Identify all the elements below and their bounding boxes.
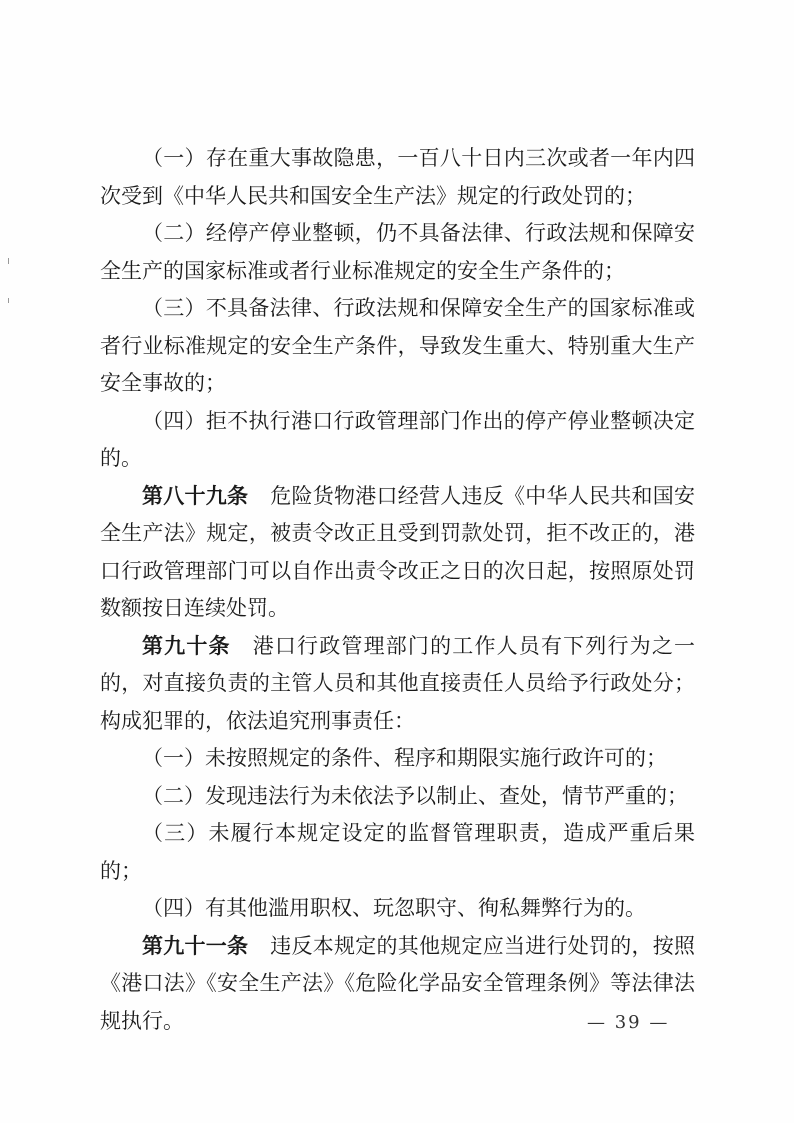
- article-number: 第九十一条: [142, 933, 249, 958]
- list-item-1: （一）存在重大事故隐患，一百八十日内三次或者一年内四次受到《中华人民共和国安全生产法》规定的行政处罚的；: [100, 146, 695, 208]
- article-89: [100, 478, 695, 628]
- list-item: （三）未履行本规定设定的监督管理职责，造成严重后果的；: [100, 821, 695, 883]
- article-text: 危险货物港口经营人违反《中华人民共和国安全生产法》规定，被责令改正且受到罚款处罚，拒不改正的，港口行政管理部门可以自作出责令改正之日的次日起，按照原处罚数额按日连续处罚。: [100, 483, 695, 620]
- scan-margin-mark: [8, 258, 9, 264]
- article-90: [100, 628, 695, 741]
- list-item: （四）有其他滥用职权、玩忽职守、徇私舞弊行为的。: [142, 896, 646, 920]
- article-number: 第九十条: [142, 633, 231, 658]
- list-item-4: （四）拒不执行港口行政管理部门作出的停产停业整顿决定的。: [100, 408, 695, 470]
- article-number: 第八十九条: [142, 483, 249, 508]
- list-item-3: （三）不具备法律、行政法规和保障安全生产的国家标准或者行业标准规定的安全生产条件，导致发生重大、特别重大生产安全事故的；: [100, 296, 695, 395]
- document-body: [100, 140, 695, 1040]
- page-number: — 39 —: [587, 1012, 670, 1033]
- scan-margin-mark: [8, 298, 9, 303]
- article-text: 港口行政管理部门的工作人员有下列行为之一的，对直接负责的主管人员和其他直接责任人员给予行政处分；构成犯罪的，依法追究刑事责任：: [100, 633, 696, 733]
- list-item: （二）发现违法行为未依法予以制止、查处，情节严重的；: [142, 783, 688, 808]
- article-text: 违反本规定的其他规定应当进行处罚的，按照《港口法》《安全生产法》《危险化学品安全管理条例》等法律法规执行。: [100, 933, 695, 1033]
- list-item-2: （二）经停产停业整顿，仍不具备法律、行政法规和保障安全生产的国家标准或者行业标准规定的安全生产条件的；: [100, 221, 695, 283]
- list-item: （一）未按照规定的条件、程序和期限实施行政许可的；: [142, 746, 667, 770]
